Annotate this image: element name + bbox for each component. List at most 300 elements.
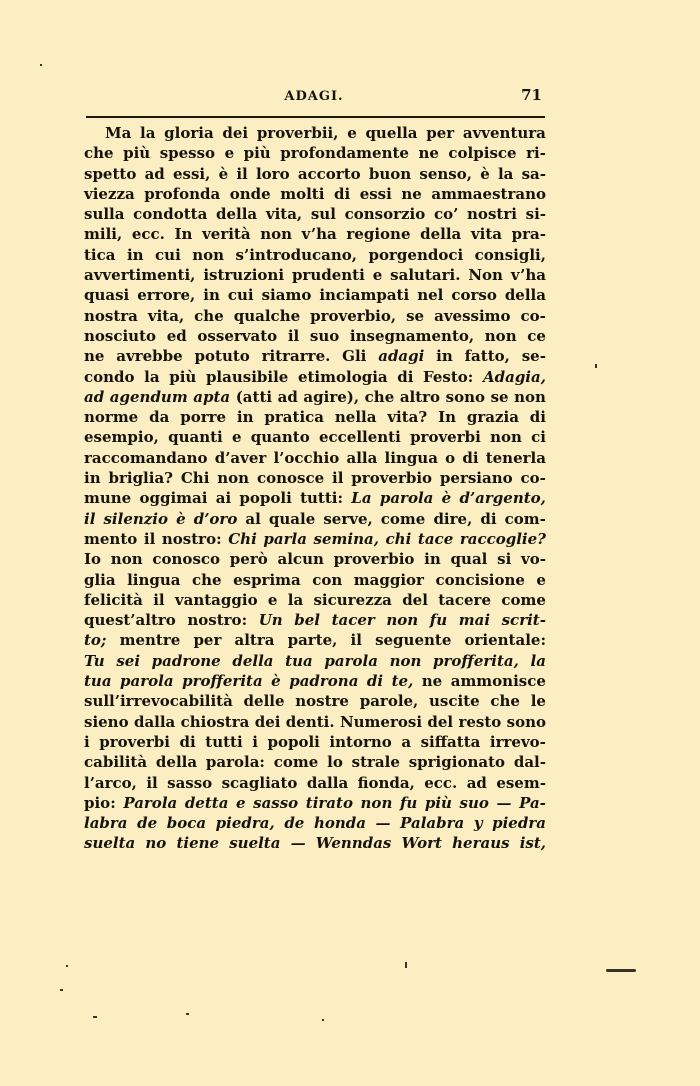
word: tutti [205,732,243,751]
word: profondamente [280,144,409,163]
word: com- [504,509,546,528]
word: profonda [144,184,221,203]
word: sull’irrevocabilità [84,692,233,711]
word: detta [184,793,229,812]
word: ammonisce [450,672,546,691]
word: non [110,550,143,569]
word: fu [429,611,448,630]
word: in [84,469,101,488]
word: nostre [295,692,349,711]
word: però [229,550,268,569]
word: quest’altro [84,611,176,630]
word: nostro: [161,529,222,548]
word: profferita [182,672,263,691]
word: corso [451,286,497,305]
word: raccoglie? [459,529,546,548]
word: In [174,225,193,244]
word: condo [84,367,135,386]
word: essi, [173,164,211,183]
word: parte, [287,631,338,650]
word: avrebbe [116,347,183,366]
word: si [497,550,512,569]
word: strale [351,753,400,772]
text-line [84,306,546,326]
word: scrit- [501,611,546,630]
word: che [490,692,520,711]
word: più [243,144,271,163]
word: d’oro [193,509,238,528]
word: sono [445,387,486,406]
word: sono [506,712,546,731]
word: Io [84,550,102,569]
word: vita, [147,306,185,325]
word: Festo: [423,367,474,386]
word: mune [84,489,132,508]
word: Un [258,611,283,630]
word: della [504,286,546,305]
word: il [143,529,156,548]
word: in [436,347,453,366]
word: conosco [152,550,221,569]
word: quale [268,509,316,528]
text-line [84,143,546,163]
word: Chi [228,529,257,548]
word: etimologia [297,367,388,386]
word: parola [324,651,378,670]
text-line [84,630,546,650]
word: porre [180,408,227,427]
word: mili, [84,225,123,244]
word: dal- [513,753,546,772]
word: spesso [159,144,216,163]
word: Palabra [400,814,465,833]
word: gloria [164,124,214,142]
word: e [347,124,357,142]
word: per [193,631,222,650]
scan-speck [186,1013,189,1015]
word: proverbi [410,428,481,447]
word: la [497,164,514,183]
word: tutti: [300,489,344,508]
word: a [401,732,412,751]
word: Numerosi [339,712,423,731]
word: non [389,651,422,670]
word: o [445,448,456,467]
word: non [514,387,546,406]
scan-speck [66,965,68,967]
word: viezza [84,184,135,203]
word: proverbio [351,469,433,488]
word: sa- [521,164,546,183]
word: Ma [105,124,132,142]
word: piedra, [215,814,275,833]
word: nostra [84,306,138,325]
scan-speck [93,1016,97,1018]
text-line [84,833,546,853]
text-line [84,184,546,204]
text-line [84,326,546,346]
word: in [126,245,144,264]
word: quanti [168,428,223,447]
word: più [424,793,452,812]
text-line [84,813,546,833]
text-line [84,509,546,529]
word: proverbii, [256,124,339,142]
scan-speck [606,969,636,972]
word: agire), [303,387,360,406]
word: uscite [429,692,480,711]
text-line [84,468,546,488]
word: conosce [256,469,325,488]
word: lingua [384,448,438,467]
word: di [366,672,384,691]
scan-speck [322,1019,324,1021]
word: il [287,326,300,345]
word: osservato [197,326,278,345]
word: quella [365,124,418,142]
word: Parola [123,793,178,812]
word: tua [285,651,313,670]
word: più [123,144,151,163]
text-line [84,529,546,549]
word: popoli [239,489,292,508]
word: potuto [194,347,250,366]
word: alcun [277,550,324,569]
scan-speck [60,989,63,991]
word: dalla [133,712,176,731]
word: che [192,570,222,589]
word: felicità [84,590,143,609]
word: concisione [435,570,525,589]
word: altra [234,631,275,650]
word: norme [84,408,139,427]
text-line [84,407,546,427]
word: spetto [84,164,137,183]
word: Adagia, [482,367,546,386]
word: ad [144,164,165,183]
word: ai [215,489,232,508]
word: sasso [167,773,213,792]
text-line [84,773,546,793]
word: con [312,570,343,589]
word: tua [84,672,112,691]
word: le [530,692,546,711]
word: il [236,164,248,183]
running-head [84,86,544,108]
word: sasso [253,793,299,812]
word: vita, [265,205,303,224]
word: consorzio [344,205,426,224]
word: tenerla [485,448,546,467]
word: come [501,590,546,609]
word: y [473,814,483,833]
word: è [480,164,490,183]
word: lingua [127,570,181,589]
word: silenzio [103,509,168,528]
word: boca [166,814,207,833]
word: per [426,124,455,142]
word: pra- [511,225,546,244]
word: molti [280,184,325,203]
word: quanto [250,428,310,447]
word: del [402,590,428,609]
word: di [529,408,546,427]
text-line [84,610,546,630]
word: della [420,225,462,244]
word: sei [116,651,141,670]
word: dire, [433,509,473,528]
word: suo [459,793,489,812]
word: non [192,245,225,264]
word: del [427,712,454,731]
word: briglia? [108,469,173,488]
text-line [84,245,546,265]
word: ritrarre. [261,347,331,366]
word: di [480,509,497,528]
word: che [364,387,395,406]
word: Pa- [519,793,546,812]
text-line [84,285,546,305]
word: istruzioni [203,266,285,285]
word: senso, [419,164,472,183]
word: ammaestrano [431,184,546,203]
text-line [84,123,546,143]
word: in [236,408,254,427]
word: se [490,387,509,406]
word: l’arco, [84,773,137,792]
word: Wort [401,834,442,853]
word: ad [466,773,487,792]
word: il [153,590,165,609]
text-line [84,367,546,387]
text-line [84,224,546,244]
word: consigli, [474,245,546,264]
scan-speck [595,364,597,368]
word: l’occhio [273,448,340,467]
word: scagliato [221,773,298,792]
word: dei [254,712,281,731]
word: e [372,266,383,285]
word: esempio, [84,428,159,447]
word: loro [255,164,290,183]
word: chi [385,529,412,548]
word: Tu [84,651,105,670]
word: to; [84,631,107,650]
word: — [290,834,306,853]
text-line [84,752,546,772]
word: ist, [519,834,546,853]
word: avvertimenti, [84,266,196,285]
word: parla [263,529,307,548]
word: di [333,184,351,203]
word: ed [166,326,187,345]
word: semina, [313,529,379,548]
word: fu [399,793,418,812]
word: pio: [84,793,116,812]
word: In [438,408,456,427]
text-line [84,164,546,184]
word: labra [84,814,128,833]
word: tacere [438,590,492,609]
word: è [271,672,281,691]
word: fionda, [357,773,415,792]
word: i [84,732,90,751]
word: esprima [233,570,301,589]
word: altro [399,387,441,406]
word: esem- [496,773,546,792]
word: adagi [378,347,425,366]
word: e [267,590,278,609]
word: la [530,651,546,670]
word: la [287,590,304,609]
text-line [84,549,546,569]
word: della [232,651,274,670]
text-line [84,570,546,590]
word: ecc. [131,225,165,244]
word: Chi [180,469,210,488]
text-line [84,387,546,407]
word: mento [84,529,138,548]
word: parola [120,672,174,691]
word: heraus [452,834,510,853]
word: della [216,205,258,224]
word: ne [401,184,422,203]
word: no [145,834,167,853]
word: intorno [329,732,392,751]
word: s’introducano, [235,245,358,264]
word: prudenti [291,266,365,285]
word: lo [327,753,343,772]
word: suelta [84,834,136,853]
word: v’ha [510,266,546,285]
word: siamo [261,286,312,305]
header-rule [86,116,545,118]
word: sulla [84,205,125,224]
word: di [179,732,196,751]
word: parola: [205,753,265,772]
word: popoli [267,732,320,751]
word: al [245,509,261,528]
word: accorto [297,164,361,183]
text-line [84,488,546,508]
word: come [380,509,426,528]
word: agendum [109,387,188,406]
word: Non [468,266,503,285]
word: dalla [306,773,349,792]
word: non [260,225,293,244]
word: honda [313,814,366,833]
word: non [484,326,517,345]
page-number: 71 [521,86,542,104]
word: Wenndas [315,834,392,853]
word: vita [470,225,502,244]
text-line [84,793,546,813]
word: cabilità [84,753,148,772]
running-head-title: ADAGI. [284,89,344,104]
text-line [84,671,546,691]
word: qual [450,550,488,569]
word: maggior [353,570,424,589]
word: tirato [305,793,353,812]
word: inciampati [319,286,410,305]
word: è [176,509,186,528]
word: grazia [466,408,519,427]
word: bel [294,611,320,630]
word: de [137,814,158,833]
text-line [84,265,546,285]
word: il [84,509,96,528]
word: suo [309,326,340,345]
word: se [406,306,425,325]
word: non [490,428,522,447]
text-line [84,427,546,447]
word: siffatta [420,732,481,751]
word: non [217,469,250,488]
word: proverbi [99,732,170,751]
word: quasi [84,286,130,305]
word: ce [527,326,546,345]
word: apta [193,387,231,406]
word: errore, [137,286,196,305]
word: ne [421,672,443,691]
word: qualche [233,306,301,325]
word: d’aver [214,448,267,467]
word: te, [391,672,414,691]
word: cui [227,286,254,305]
word: onde [229,184,271,203]
word: avventura [462,124,546,142]
word: resto [458,712,502,731]
word: vantaggio [174,590,258,609]
word: nella [334,408,377,427]
word: che [84,144,114,163]
word: la [144,367,160,386]
word: è [218,164,229,183]
word: la [140,124,156,142]
word: di [462,448,479,467]
text-line [84,346,546,366]
word: alla [346,448,378,467]
word: in [424,550,441,569]
word: eccellenti [318,428,401,447]
word: serve, [323,509,373,528]
word: essi [359,184,392,203]
word: fatto, [464,347,510,366]
word: padrona [289,672,359,691]
word: d’argento, [459,489,546,508]
word: co- [520,306,546,325]
text-line [84,590,546,610]
text-line [84,691,546,711]
word: il [332,469,344,488]
word: vo- [521,550,546,569]
word: orientale: [464,631,546,650]
word: da [149,408,170,427]
word: ne [84,347,105,366]
word: non [386,611,419,630]
word: vita? [387,408,428,427]
word: colpisce [448,144,517,163]
word: sprigionato [408,753,506,772]
word: tace [417,529,454,548]
word: tacer [331,611,375,630]
word: avessimo [434,306,511,325]
word: ecc. [424,773,458,792]
word: di [397,367,414,386]
word: ne [418,144,439,163]
word: verità [202,225,251,244]
word: insegnamento, [349,326,475,345]
